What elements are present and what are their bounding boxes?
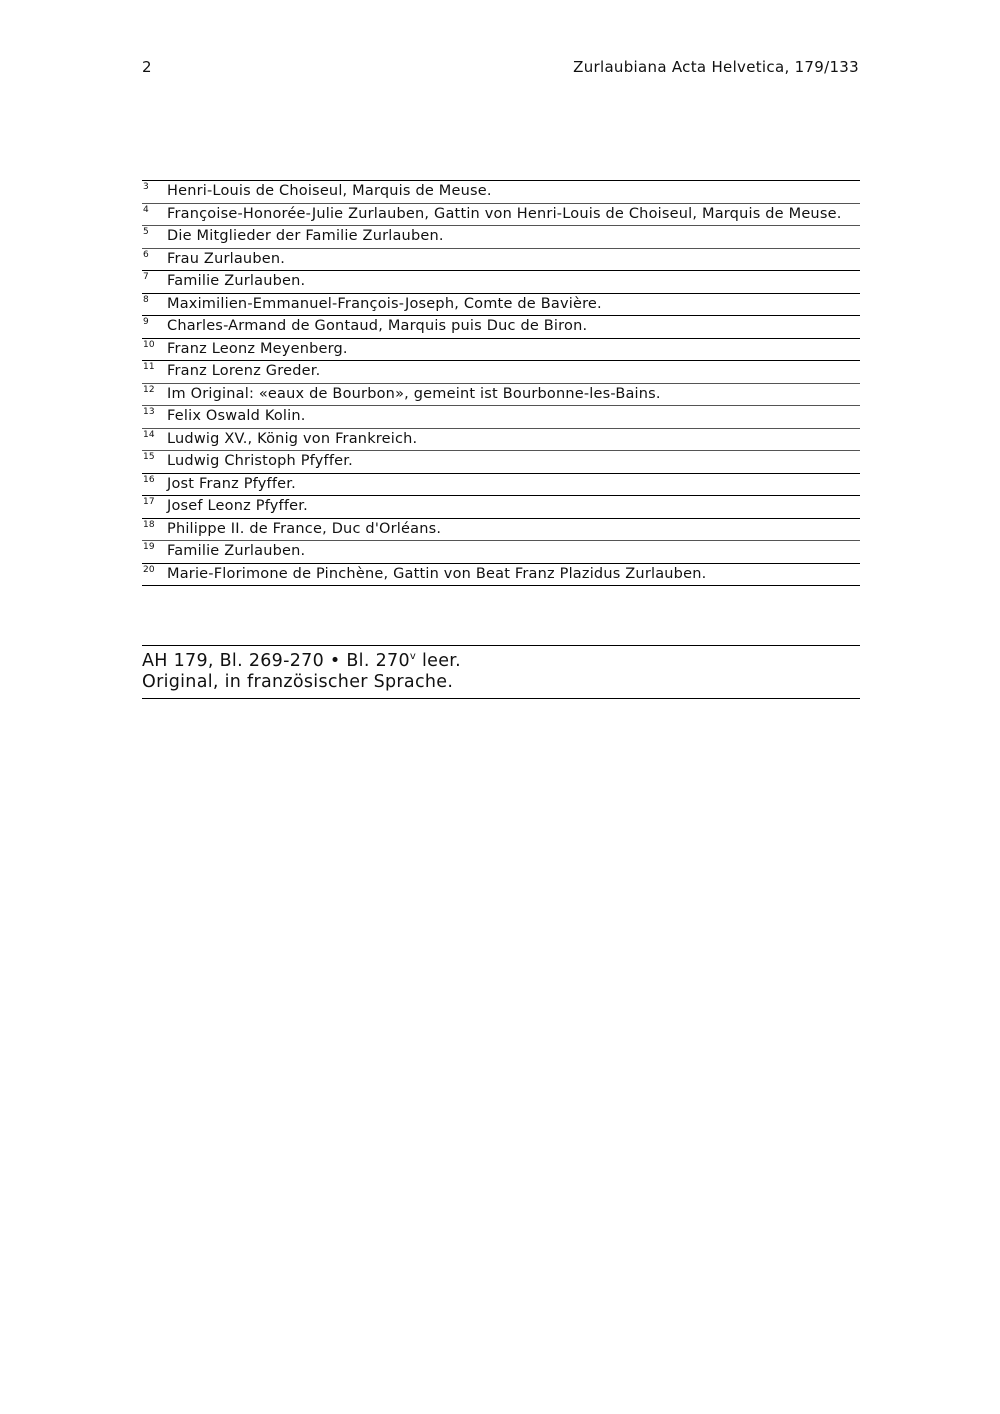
footnote-number: 6 xyxy=(143,249,149,260)
footnote-text: Henri-Louis de Choiseul, Marquis de Meuse. xyxy=(167,183,492,199)
footnote-number: 15 xyxy=(143,452,155,462)
footnote-text: Familie Zurlauben. xyxy=(167,543,306,559)
footnote-text: Françoise-Honorée-Julie Zurlauben, Gattin von Henri-Louis de Choiseul, Marquis de Meuse. xyxy=(167,205,842,222)
footnote-number: 7 xyxy=(143,272,149,282)
footnote-9 xyxy=(142,316,860,339)
footnote-text: Franz Lorenz Greder. xyxy=(167,363,321,379)
page-number: 2 xyxy=(142,58,152,76)
footnote-text: Philippe II. de France, Duc d'Orléans. xyxy=(167,520,442,537)
footnote-text: Die Mitglieder der Familie Zurlauben. xyxy=(167,228,444,244)
footnote-text: Ludwig XV., König von Frankreich. xyxy=(167,430,418,447)
footnote-number: 9 xyxy=(143,317,149,327)
footnote-text: Frau Zurlauben. xyxy=(167,250,286,267)
footnote-13 xyxy=(142,406,860,429)
footnote-16 xyxy=(142,474,860,497)
source-reference-line xyxy=(142,651,860,672)
footnote-text: Charles-Armand de Gontaud, Marquis puis Duc de Biron. xyxy=(167,318,588,334)
footnote-text: Im Original: «eaux de Bourbon», gemeint ist Bourbonne-les-Bains. xyxy=(167,385,661,402)
footnote-number: 4 xyxy=(143,204,149,215)
footnote-number: 5 xyxy=(143,227,149,237)
running-title: Zurlaubiana Acta Helvetica, 179/133 xyxy=(573,58,859,76)
footnote-17 xyxy=(142,496,860,519)
footnote-20 xyxy=(142,564,860,587)
footnote-text: Ludwig Christoph Pfyffer. xyxy=(167,453,353,469)
footnote-number: 3 xyxy=(143,182,149,192)
verso-mark: v xyxy=(409,651,417,663)
footnote-number: 11 xyxy=(143,362,155,372)
footnote-number: 13 xyxy=(143,407,155,417)
footnote-text: Felix Oswald Kolin. xyxy=(167,408,306,424)
footnote-3 xyxy=(142,181,860,204)
footnote-number: 18 xyxy=(143,519,155,530)
footnote-6 xyxy=(142,249,860,272)
footnote-5 xyxy=(142,226,860,249)
footnote-text: Josef Leonz Pfyffer. xyxy=(167,498,308,514)
footnotes-list xyxy=(142,180,860,586)
source-note xyxy=(142,645,860,699)
footnote-12 xyxy=(142,384,860,407)
footnote-number: 10 xyxy=(143,339,155,350)
footnote-number: 16 xyxy=(143,474,155,485)
footnote-11 xyxy=(142,361,860,384)
footnote-text: Jost Franz Pfyffer. xyxy=(167,475,296,492)
footnote-number: 12 xyxy=(143,384,155,395)
footnote-4 xyxy=(142,204,860,227)
footnote-number: 20 xyxy=(143,564,155,575)
footnote-text: Marie-Florimone de Pinchène, Gattin von Beat Franz Plazidus Zurlauben. xyxy=(167,565,707,582)
footnote-7 xyxy=(142,271,860,294)
footnote-number: 19 xyxy=(143,542,155,552)
footnote-19 xyxy=(142,541,860,564)
source-reference-suffix: leer. xyxy=(416,651,462,671)
footnote-number: 17 xyxy=(143,497,155,507)
footnote-18 xyxy=(142,519,860,542)
footnote-15 xyxy=(142,451,860,474)
source-reference: AH 179, Bl. 269-270 • Bl. 270 xyxy=(142,651,410,671)
footnote-10 xyxy=(142,339,860,362)
footnote-text: Maximilien-Emmanuel-François-Joseph, Comte de Bavière. xyxy=(167,295,602,312)
source-language-line: Original, in französischer Sprache. xyxy=(142,672,454,692)
footnote-text: Familie Zurlauben. xyxy=(167,273,306,289)
footnote-number: 14 xyxy=(143,429,155,440)
footnote-14 xyxy=(142,429,860,452)
footnote-number: 8 xyxy=(143,294,149,305)
footnote-8 xyxy=(142,294,860,317)
footnote-text: Franz Leonz Meyenberg. xyxy=(167,340,348,357)
